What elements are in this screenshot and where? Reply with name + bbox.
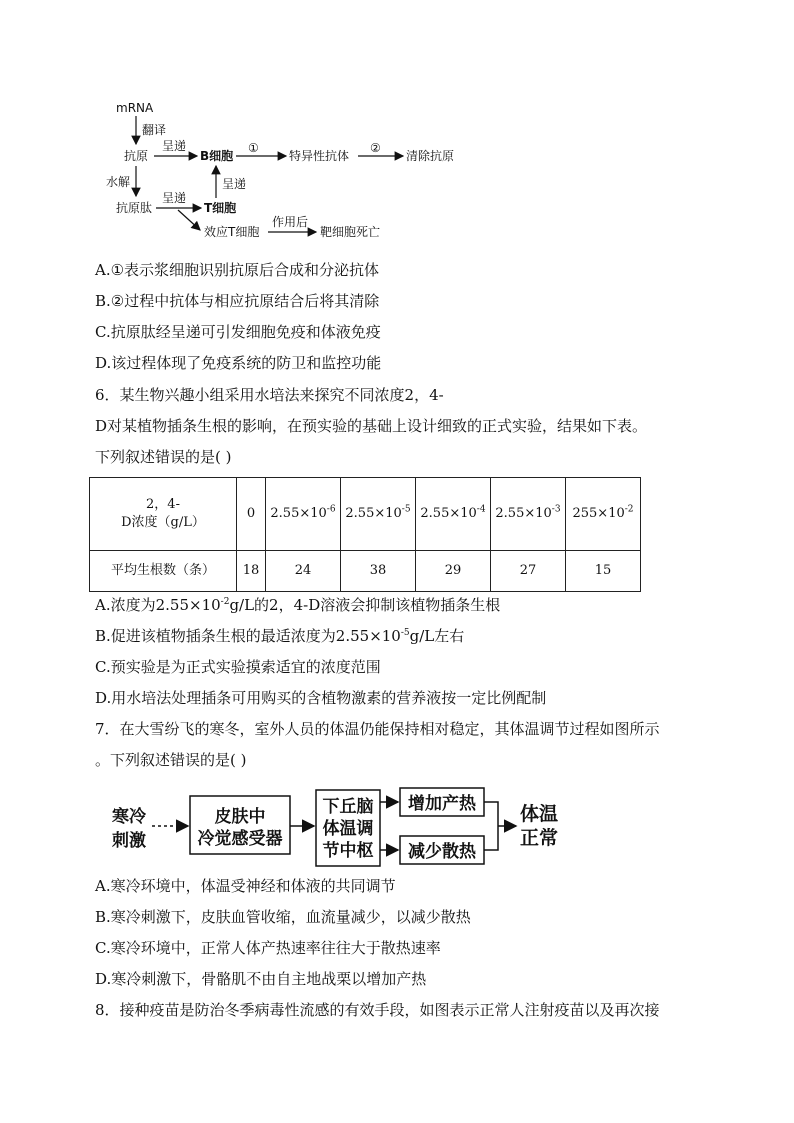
q6-stem-3: 下列叙述错误的是( )	[95, 448, 232, 466]
table-cell-conc-3: $2.55\times 10^{-4}$	[416, 478, 491, 551]
label-clear: 清除抗原	[406, 149, 455, 163]
q7-option-d: D.寒冷刺激下，骨骼肌不由自主地战栗以增加产热	[95, 970, 427, 988]
q6-data-table	[89, 477, 641, 592]
label-normal-1: 体温	[520, 803, 559, 825]
label-effector: 效应T细胞	[204, 225, 260, 239]
q6-stem-2: D对某植物插条生根的影响，在预实验的基础上设计细致的正式实验，结果如下表。	[95, 417, 648, 435]
label-step-2: ②	[370, 141, 381, 155]
q6-option-c: C.预实验是为正式实验摸索适宜的浓度范围	[95, 658, 381, 676]
label-skin-2: 冷觉感受器	[197, 829, 283, 849]
label-mrna: mRNA	[116, 101, 154, 115]
label-present-2: 呈递	[162, 191, 187, 205]
label-hypo-2: 体温调	[322, 819, 374, 839]
label-cold-2: 刺激	[112, 831, 146, 851]
label-tcell: T细胞	[204, 201, 237, 215]
label-step-1: ①	[248, 141, 259, 155]
label-death: 靶细胞死亡	[320, 225, 381, 239]
table-cell-roots-2: 38	[341, 551, 416, 592]
q7-stem-2: 。下列叙述错误的是( )	[95, 751, 247, 769]
label-present-3: 呈递	[222, 177, 247, 191]
q7-stem-1: 7．在大雪纷飞的寒冬，室外人员的体温仍能保持相对稳定，其体温调节过程如图所示	[95, 720, 660, 738]
table-cell-roots-3: 29	[416, 551, 491, 592]
label-hypo-1: 下丘脑	[322, 797, 374, 817]
label-peptide: 抗原肽	[116, 201, 153, 215]
q5-option-c: C.抗原肽经呈递可引发细胞免疫和体液免疫	[95, 323, 381, 341]
table-cell-roots-1: 24	[266, 551, 341, 592]
immune-pathway-diagram	[100, 96, 480, 246]
label-antigen: 抗原	[124, 149, 149, 163]
table-cell-conc-0: 0	[237, 478, 266, 551]
label-present-1: 呈递	[162, 139, 187, 153]
table-row-label: 平均生根数（条）	[90, 551, 237, 592]
table-cell-conc-1: $2.55\times 10^{-6}$	[266, 478, 341, 551]
table-cell-conc-4: $2.55\times 10^{-3}$	[491, 478, 566, 551]
label-bcell: B细胞	[200, 149, 234, 163]
label-normal-2: 正常	[520, 827, 559, 849]
q6-option-b: B.促进该植物插条生根的最适浓度为$2.55\times 10^{-5}g/L$左右	[95, 627, 465, 645]
q6-option-a: A.浓度为$2.55\times 10^{-2}g/L$的2，4-D溶液会抑制该植物插条生根	[95, 596, 501, 614]
table-cell-conc-2: $2.55\times 10^{-5}$	[341, 478, 416, 551]
q7-option-c: C.寒冷环境中，正常人体产热速率往往大于散热速率	[95, 939, 441, 957]
q7-option-b: B.寒冷刺激下，皮肤血管收缩，血流量减少，以减少散热	[95, 908, 471, 926]
label-translate: 翻译	[142, 123, 167, 137]
arrow-peptide-effector	[178, 210, 200, 230]
q8-stem-1: 8．接种疫苗是防治冬季病毒性流感的有效手段，如图表示正常人注射疫苗以及再次接	[95, 1001, 660, 1019]
label-antibody: 特异性抗体	[289, 149, 350, 163]
table-row-roots	[90, 551, 641, 592]
label-cold-1: 寒冷	[112, 807, 146, 827]
q6-option-d: D.用水培法处理插条可用购买的含植物激素的营养液按一定比例配制	[95, 689, 547, 707]
label-acts: 作用后	[272, 215, 309, 229]
q6-stem-1: 6．某生物兴趣小组采用水培法来探究不同浓度2，4-	[95, 386, 444, 404]
label-hydrolysis: 水解	[106, 175, 131, 189]
table-cell-roots-4: 27	[491, 551, 566, 592]
table-cell-roots-5: 15	[566, 551, 641, 592]
table-row-concentration	[90, 478, 641, 551]
label-increase-heat: 增加产热	[408, 794, 476, 814]
q5-option-d: D.该过程体现了免疫系统的防卫和监控功能	[95, 354, 382, 372]
label-hypo-3: 节中枢	[322, 841, 374, 861]
label-reduce-loss: 减少散热	[408, 842, 476, 862]
table-cell-conc-5: $255\times 10^{-2}$	[566, 478, 641, 551]
q7-option-a: A.寒冷环境中，体温受神经和体液的共同调节	[95, 877, 396, 895]
label-skin-1: 皮肤中	[214, 807, 266, 827]
q5-option-b: B.②过程中抗体与相应抗原结合后将其清除	[95, 292, 380, 310]
table-cell-roots-0: 18	[237, 551, 266, 592]
q5-option-a: A.①表示浆细胞识别抗原后合成和分泌抗体	[95, 261, 380, 279]
thermoregulation-diagram	[100, 786, 600, 870]
connector-heat-normal	[484, 802, 498, 850]
table-header-label: 2，4- D浓度（g/L）	[90, 478, 237, 551]
